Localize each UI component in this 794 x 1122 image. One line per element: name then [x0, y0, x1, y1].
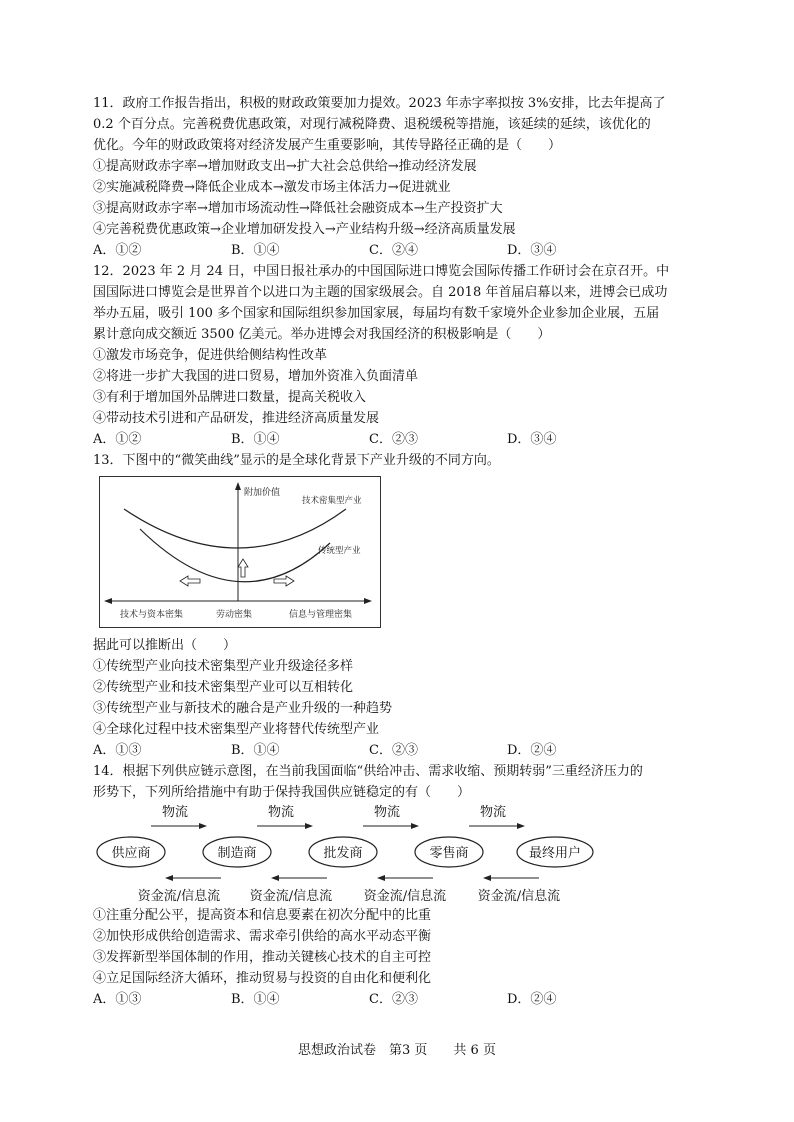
q13-stem-line: 13．下图中的“微笑曲线”显示的是全球化背景下产业升级的不同方向。 [93, 453, 500, 468]
option-a[interactable]: A．①② [93, 243, 142, 258]
node-label: 供应商 [111, 846, 151, 861]
q13-options [93, 742, 563, 760]
q12-stem-line: 12．2023 年 2 月 24 日，中国日报社承办的中国国际进口博览会国际传播工作研讨会在京召开。中 [93, 264, 670, 279]
q12-item: ③有利于增加国外品牌进口数量，提高关税收入 [93, 390, 367, 405]
backward-arrow-head [483, 875, 491, 881]
q14-item: ①注重分配公平，提高资本和信息要素在初次分配中的比重 [93, 908, 432, 923]
backward-arrow-head [165, 875, 173, 881]
backward-arrow-head [377, 875, 385, 881]
option-b[interactable]: B．①④ [231, 743, 280, 758]
smile-curve-figure [99, 476, 381, 628]
option-d[interactable]: D．③④ [507, 243, 557, 258]
q14-stem-line: 形势下，下列所给措施中有助于保持我国供应链稳定的有（ ） [93, 785, 471, 800]
option-c[interactable]: C．②③ [369, 743, 418, 758]
option-c[interactable]: C．②④ [369, 243, 418, 258]
q12-item: ④带动技术引进和产品研发，推进经济高质量发展 [93, 411, 380, 426]
backward-arrow-head [271, 875, 279, 881]
q11-item: ①提高财政赤字率→增加财政支出→扩大社会总供给→推动经济发展 [93, 159, 477, 174]
technology-intensive-curve [124, 509, 346, 548]
backward-label: 资金流/信息流 [477, 889, 561, 904]
q11-stem-line: 0.2 个百分点。完善税费优惠政策，对现行减税降费、退税缓税等措施，该延续的延续，该优化的 [93, 117, 651, 132]
option-c[interactable]: C．②③ [369, 992, 418, 1007]
option-a[interactable]: A．①③ [93, 992, 142, 1007]
supply-chain-svg [93, 796, 613, 906]
q12-stem-line: 举办五届，吸引 100 多个国家和国际组织参加国家展，每届均有数千家境外企业参加企业展，五届 [93, 306, 660, 321]
backward-label: 资金流/信息流 [137, 889, 221, 904]
supply-chain-diagram [93, 796, 613, 906]
up-arrow-icon [238, 559, 248, 577]
option-b[interactable]: B．①④ [231, 243, 280, 258]
x-axis-right-arrow [364, 598, 372, 604]
option-c[interactable]: C．②③ [369, 432, 418, 447]
q14-stem-line: 14．根据下列供应链示意图，在当前我国面临“供给冲击、需求收缩、预期转弱”三重经济压力的 [93, 764, 643, 779]
right-arrow-icon [274, 576, 294, 586]
x-label-left: 技术与资本密集 [120, 610, 184, 620]
q14-item: ③发挥新型举国体制的作用，推动关键核心技术的自主可控 [93, 950, 432, 965]
forward-arrow-head [411, 823, 419, 829]
q11-stem-line: 11．政府工作报告指出，积极的财政政策要加力提效。2023 年赤字率拟按 3%安排，比去年提高了 [93, 96, 666, 111]
q11-item: ②实施减税降费→降低企业成本→激发市场主体活力→促进就业 [93, 180, 451, 195]
forward-arrow-head [305, 823, 313, 829]
forward-arrow-head [517, 823, 525, 829]
x-label-middle: 劳动密集 [216, 610, 253, 620]
q14-options [93, 991, 563, 1009]
forward-label: 物流 [161, 805, 189, 820]
q13-prompt: 据此可以推断出（ ） [93, 638, 237, 653]
traditional-curve [140, 529, 330, 582]
q12-options [93, 431, 563, 449]
q12-stem-line: 累计意向成交额近 3500 亿美元。举办进博会对我国经济的积极影响是（ ） [93, 327, 551, 342]
node-label: 批发商 [323, 846, 363, 861]
backward-label: 资金流/信息流 [363, 889, 447, 904]
node-label: 最终用户 [528, 846, 582, 861]
q12-item: ②将进一步扩大我国的进口贸易，增加外资准入负面清单 [93, 369, 419, 384]
y-axis-arrow [235, 482, 241, 490]
option-d[interactable]: D．③④ [507, 432, 557, 447]
forward-label: 物流 [373, 805, 401, 820]
q13-item: ①传统型产业向技术密集型产业升级途径多样 [93, 659, 354, 674]
lower-curve-label: 传统型产业 [318, 546, 361, 556]
forward-arrow-head [199, 823, 207, 829]
node-label: 制造商 [217, 846, 257, 861]
q11-item: ④完善税费优惠政策→企业增加研发投入→产业结构升级→经济高质量发展 [93, 222, 516, 237]
q13-item: ④全球化过程中技术密集型产业将替代传统型产业 [93, 722, 380, 737]
y-axis-label: 附加价值 [244, 488, 281, 498]
q12-stem-line: 国国际进口博览会是世界首个以进口为主题的国家级展会。自 2018 年首届启幕以来，进博会已成功 [93, 285, 668, 300]
q11-options [93, 242, 563, 260]
option-a[interactable]: A．①② [93, 432, 142, 447]
q14-item: ②加快形成供给创造需求、需求牵引供给的高水平动态平衡 [93, 929, 432, 944]
option-d[interactable]: D．②④ [507, 743, 557, 758]
forward-label: 物流 [267, 805, 295, 820]
x-axis-left-arrow [104, 598, 112, 604]
option-b[interactable]: B．①④ [231, 992, 280, 1007]
q11-item: ③提高财政赤字率→增加市场流动性→降低社会融资成本→生产投资扩大 [93, 201, 503, 216]
option-d[interactable]: D．②④ [507, 992, 557, 1007]
left-arrow-icon [180, 576, 200, 586]
smile-curve-svg [100, 477, 380, 627]
page-footer: 思想政治试卷 第3 页 共 6 页 [298, 1043, 496, 1058]
q13-item: ②传统型产业和技术密集型产业可以互相转化 [93, 680, 354, 695]
option-b[interactable]: B．①④ [231, 432, 280, 447]
forward-label: 物流 [479, 805, 507, 820]
q12-item: ①激发市场竞争，促进供给侧结构性改革 [93, 348, 328, 363]
q14-item: ④立足国际经济大循环，推动贸易与投资的自由化和便利化 [93, 971, 432, 986]
backward-label: 资金流/信息流 [249, 889, 333, 904]
q13-item: ③传统型产业与新技术的融合是产业升级的一种趋势 [93, 701, 393, 716]
node-label: 零售商 [429, 846, 469, 861]
x-label-right: 信息与管理密集 [289, 610, 353, 620]
option-a[interactable]: A．①③ [93, 743, 142, 758]
q11-stem-line: 优化。今年的财政政策将对经济发展产生重要影响，其传导路径正确的是（ ） [93, 138, 562, 153]
upper-curve-label: 技术密集型产业 [302, 496, 362, 506]
